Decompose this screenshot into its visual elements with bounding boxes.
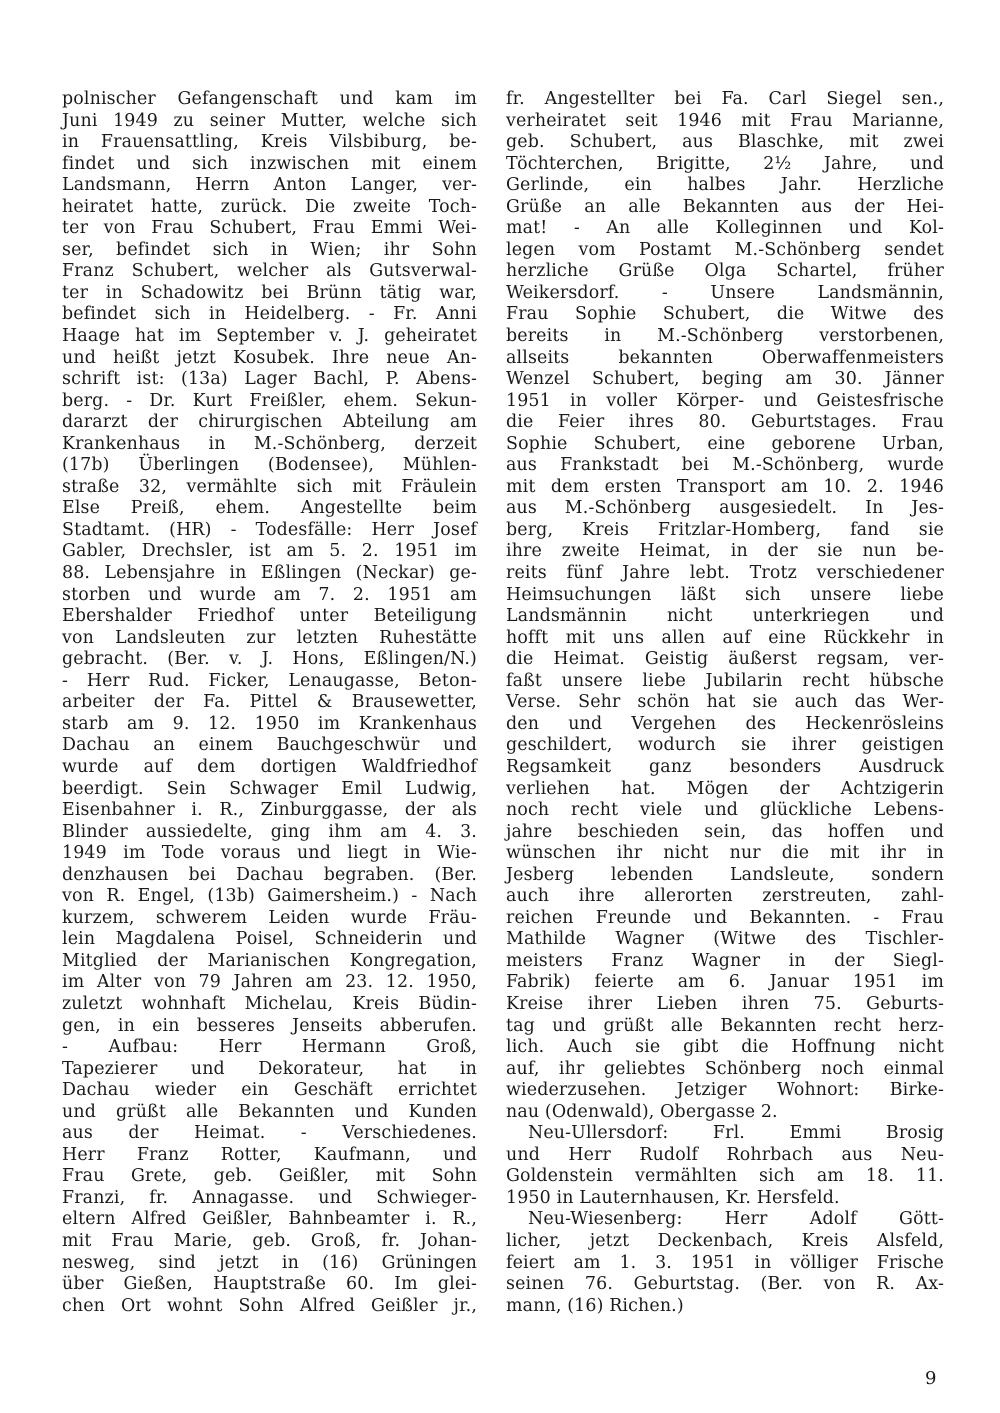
text-line: ihre zweite Heimat, in der sie nun be- [506, 541, 944, 562]
text-line: polnischer Gefangenschaft und kam im [62, 89, 477, 109]
text-line: - Herr Rud. Ficker, Lenaugasse, Beton- [62, 670, 477, 691]
text-line: schrift ist: (13a) Lager Bachl, P. Abens- [62, 369, 477, 390]
text-line: wünschen ihr nicht nur die mit ihr in [506, 843, 944, 864]
text-line: Grüße an alle Bekannten aus der Hei- [506, 196, 944, 217]
text-line: Herr Franz Rotter, Kaufmann, und [62, 1144, 477, 1165]
left-text-column [62, 89, 477, 1317]
text-line: meisters Franz Wagner in der Siegl- [506, 950, 944, 971]
text-line: Juni 1949 zu seiner Mutter, welche sich [62, 110, 477, 131]
text-line: jahre beschieden sein, das hoffen und [506, 821, 944, 842]
text-line: noch recht viele und glückliche Lebens- [506, 800, 944, 821]
text-line: lein Magdalena Poisel, Schneiderin und [62, 929, 477, 950]
text-line: den und Vergehen des Heckenrösleins [506, 713, 944, 734]
text-line: auf, ihr geliebtes Schönberg noch einmal [506, 1058, 944, 1079]
text-line: berg, Kreis Fritzlar-Homberg, fand sie [506, 519, 944, 540]
text-line: mit dem ersten Transport am 10. 2. 1946 [506, 476, 944, 497]
text-line: Weikersdorf. - Unsere Landsmännin, [506, 282, 944, 303]
text-line: über Gießen, Hauptstraße 60. Im glei- [62, 1274, 477, 1295]
text-line: Dachau an einem Bauchgeschwür und [62, 735, 477, 756]
text-line: die Heimat. Geistig äußerst regsam, ver- [506, 649, 944, 670]
text-line: feiert am 1. 3. 1951 in völliger Frische [506, 1252, 944, 1273]
text-line: mit Frau Marie, geb. Groß, fr. Johan- [62, 1230, 477, 1251]
text-line: straße 32, vermählte sich mit Fräulein [62, 476, 477, 497]
text-line: starb am 9. 12. 1950 im Krankenhaus [62, 713, 477, 734]
text-line: und heißt jetzt Kosubek. Ihre neue An- [62, 347, 477, 368]
text-line: die Feier ihres 80. Geburtstages. Frau [506, 412, 944, 433]
text-line: eltern Alfred Geißler, Bahnbeamter i. R., [62, 1209, 477, 1230]
text-line: denzhausen bei Dachau begraben. (Ber. [62, 864, 477, 885]
text-line: storben und wurde am 7. 2. 1951 am [62, 584, 477, 605]
text-line: aus M.-Schönberg ausgesiedelt. In Jes- [506, 498, 944, 519]
text-line: Franzi, fr. Annagasse. und Schwieger- [62, 1187, 477, 1208]
text-line: 1951 in voller Körper- und Geistesfrische [506, 390, 944, 411]
text-line: legen vom Postamt M.-Schönberg sendet [506, 239, 944, 260]
text-line: Heimsuchungen läßt sich unsere liebe [506, 584, 944, 605]
text-line: beerdigt. Sein Schwager Emil Ludwig, [62, 778, 477, 799]
text-line: Jesberg lebenden Landsleute, sondern [506, 864, 944, 885]
right-text-column [506, 89, 944, 1317]
text-line: allseits bekannten Oberwaffenmeisters [506, 347, 944, 368]
text-line: nesweg, sind jetzt in (16) Grüningen [62, 1252, 477, 1273]
text-line: mann, (16) Richen.) [506, 1295, 684, 1316]
text-line: Else Preiß, ehem. Angestellte beim [62, 498, 477, 519]
text-line: licher, jetzt Deckenbach, Kreis Alsfeld, [506, 1230, 944, 1251]
text-line: von Landsleuten zur letzten Ruhestätte [62, 627, 477, 648]
text-line: Eisenbahner i. R., Zinburggasse, der als [62, 800, 477, 821]
text-line: reits fünf Jahre lebt. Trotz verschiedener [506, 563, 944, 584]
text-line: Wenzel Schubert, beging am 30. Jänner [506, 369, 944, 390]
text-line: Dachau wieder ein Geschäft errichtet [62, 1080, 477, 1101]
text-line: verliehen hat. Mögen der Achtzigerin [506, 778, 944, 799]
text-line: Krankenhaus in M.-Schönberg, derzeit [62, 433, 477, 454]
text-line: nau (Odenwald), Obergasse 2. [506, 1101, 778, 1122]
page-number: 9 [925, 1368, 937, 1389]
text-line: Frau Grete, geb. Geißler, mit Sohn [62, 1166, 477, 1187]
text-line: Landsmann, Herrn Anton Langer, ver- [62, 175, 477, 196]
text-line: 1950 in Lauternhausen, Kr. Hersfeld. [506, 1187, 840, 1208]
text-line: chen Ort wohnt Sohn Alfred Geißler jr., [62, 1295, 477, 1316]
text-line: Gabler, Drechsler, ist am 5. 2. 1951 im [62, 541, 477, 562]
text-line: Gerlinde, ein halbes Jahr. Herzliche [506, 175, 944, 196]
text-line: Verse. Sehr schön hat sie auch das Wer- [506, 692, 944, 713]
text-line: Fabrik) feierte am 6. Januar 1951 im [506, 972, 944, 993]
text-line: Blinder aussiedelte, ging ihm am 4. 3. [62, 821, 477, 842]
text-line: in Frauensattling, Kreis Vilsbiburg, be- [62, 132, 477, 153]
text-line: hofft mit uns allen auf eine Rückkehr in [506, 627, 944, 648]
text-line: Tapezierer und Dekorateur, hat in [62, 1058, 477, 1079]
text-line: fr. Angestellter bei Fa. Carl Siegel sen., [506, 89, 944, 109]
text-line: mat! - An alle Kolleginnen und Kol- [506, 218, 944, 239]
text-line: Sophie Schubert, eine geborene Urban, [506, 433, 944, 454]
text-line: heiratet hatte, zurück. Die zweite Toch- [62, 196, 477, 217]
text-line: seinen 76. Geburtstag. (Ber. von R. Ax- [506, 1274, 944, 1295]
text-line: Mathilde Wagner (Witwe des Tischler- [506, 929, 944, 950]
text-line: Haage hat im September v. J. geheiratet [62, 326, 477, 347]
text-line: findet und sich inzwischen mit einem [62, 153, 477, 174]
text-line: berg. - Dr. Kurt Freißler, ehem. Sekun- [62, 390, 477, 411]
text-line: befindet sich in Heidelberg. - Fr. Anni [62, 304, 477, 325]
text-line: geschildert, wodurch sie ihrer geistigen [506, 735, 944, 756]
text-line: im Alter von 79 Jahren am 23. 12. 1950, [62, 972, 477, 993]
text-line: Ebershalder Friedhof unter Beteiligung [62, 606, 477, 627]
text-line: ter von Frau Schubert, Frau Emmi Wei- [62, 218, 477, 239]
text-line: Landsmännin nicht unterkriegen und [506, 606, 944, 627]
text-line: Frau Sophie Schubert, die Witwe des [506, 304, 944, 325]
text-line: Töchterchen, Brigitte, 2½ Jahre, und [506, 153, 944, 174]
text-line: Neu-Ullersdorf: Frl. Emmi Brosig [528, 1123, 944, 1144]
text-line: 88. Lebensjahre in Eßlingen (Neckar) ge- [62, 563, 477, 584]
text-line: lich. Auch sie gibt die Hoffnung nicht [506, 1037, 944, 1058]
text-line: kurzem, schwerem Leiden wurde Fräu- [62, 907, 477, 928]
text-line: Stadtamt. (HR) - Todesfälle: Herr Josef [62, 519, 477, 540]
text-line: verheiratet seit 1946 mit Frau Marianne, [506, 110, 944, 131]
text-line: (17b) Überlingen (Bodensee), Mühlen- [62, 455, 477, 476]
text-line: und grüßt alle Bekannten und Kunden [62, 1101, 477, 1122]
text-line: Goldenstein vermählten sich am 18. 11. [506, 1166, 944, 1187]
text-line: dararzt der chirurgischen Abteilung am [62, 412, 477, 433]
text-line: ser, befindet sich in Wien; ihr Sohn [62, 239, 477, 260]
text-line: 1949 im Tode voraus und liegt in Wie- [62, 843, 477, 864]
text-line: bereits in M.-Schönberg verstorbenen, [506, 326, 944, 347]
text-line: auch ihre allerorten zerstreuten, zahl- [506, 886, 944, 907]
text-line: wiederzusehen. Jetziger Wohnort: Birke- [506, 1080, 944, 1101]
text-line: - Aufbau: Herr Hermann Groß, [62, 1037, 477, 1058]
text-line: Kreise ihrer Lieben ihren 75. Geburts- [506, 993, 944, 1014]
text-line: ter in Schadowitz bei Brünn tätig war, [62, 282, 477, 303]
text-line: Regsamkeit ganz besonders Ausdruck [506, 756, 944, 777]
text-line: faßt unsere liebe Jubilarin recht hübsche [506, 670, 944, 691]
text-line: reichen Freunde und Bekannten. - Frau [506, 907, 944, 928]
text-line: geb. Schubert, aus Blaschke, mit zwei [506, 132, 944, 153]
text-line: gebracht. (Ber. v. J. Hons, Eßlingen/N.) [62, 649, 477, 670]
text-line: tag und grüßt alle Bekannten recht herz- [506, 1015, 944, 1036]
text-line: Mitglied der Marianischen Kongregation, [62, 950, 477, 971]
text-line: von R. Engel, (13b) Gaimersheim.) - Nach [62, 886, 477, 907]
text-line: aus Frankstadt bei M.-Schönberg, wurde [506, 455, 944, 476]
text-line: arbeiter der Fa. Pittel & Brausewetter, [62, 692, 477, 713]
text-line: und Herr Rudolf Rohrbach aus Neu- [506, 1144, 944, 1165]
text-line: zuletzt wohnhaft Michelau, Kreis Büdin- [62, 993, 477, 1014]
text-line: Franz Schubert, welcher als Gutsverwal- [62, 261, 477, 282]
text-line: wurde auf dem dortigen Waldfriedhof [62, 756, 477, 777]
text-line: herzliche Grüße Olga Schartel, früher [506, 261, 944, 282]
text-line: aus der Heimat. - Verschiedenes. [62, 1123, 477, 1144]
text-line: Neu-Wiesenberg: Herr Adolf Gött- [528, 1209, 944, 1230]
text-line: gen, in ein besseres Jenseits abberufen. [62, 1015, 477, 1036]
